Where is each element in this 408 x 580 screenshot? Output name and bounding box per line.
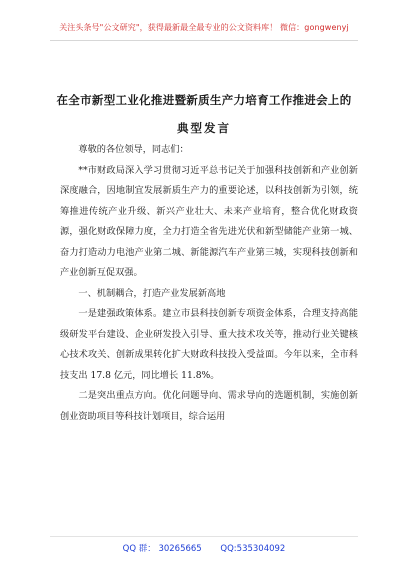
footer-qq: QQ:535304092	[220, 544, 286, 554]
paragraph-intro: **市财政局深入学习贯彻习近平总书记关于加强科技创新和产业创新深度融合，因地制宜发展新质生产力的重要论述，以科技创新为引领，统筹推进传统产业升级、新兴产业壮大、未来产业培育，整合优化财政资源，强化财政保障力度，全力打造全省先进光伏和新型储能产业第一城、奋力打造动力电池产业第二城、新能源汽车产业第三城，实现科技创新和产业创新互促双强。	[60, 164, 358, 278]
document-title-line2: 典型发言	[177, 121, 231, 135]
paragraph-policy: 一是建强政策体系。建立市县科技创新专项资金体系，合理支持高能级研发平台建设、企业研发投入引导、重大技术攻关等，推动行业关键核心技术攻关、创新成果转化扩大财政科技投入受益面。今年以来，全市科技支出 17.8 亿元，同比增长 11.8%。	[60, 308, 358, 381]
document-body	[60, 140, 358, 427]
header-divider	[50, 40, 358, 41]
salutation: 尊敬的各位领导，同志们：	[78, 144, 189, 155]
document-title-line1: 在全市新型工业化推进暨新质生产力培育工作推进会上的	[56, 93, 352, 107]
paragraph-focus: 二是突出重点方向。优化问题导向、需求导向的选题机制，实施创新创业资助项目等科技计划项目，综合运用	[60, 390, 358, 422]
footer	[0, 542, 408, 554]
section-heading-1: 一、机制耦合，打造产业发展新高地	[78, 287, 226, 299]
header-banner: 关注头条号"公文研究"，获得最新最全最专业的公文资料库！ 微信：gongwenyj	[59, 23, 349, 32]
footer-qq-group: QQ 群： 30265665	[122, 544, 202, 554]
footer-divider	[50, 536, 358, 537]
